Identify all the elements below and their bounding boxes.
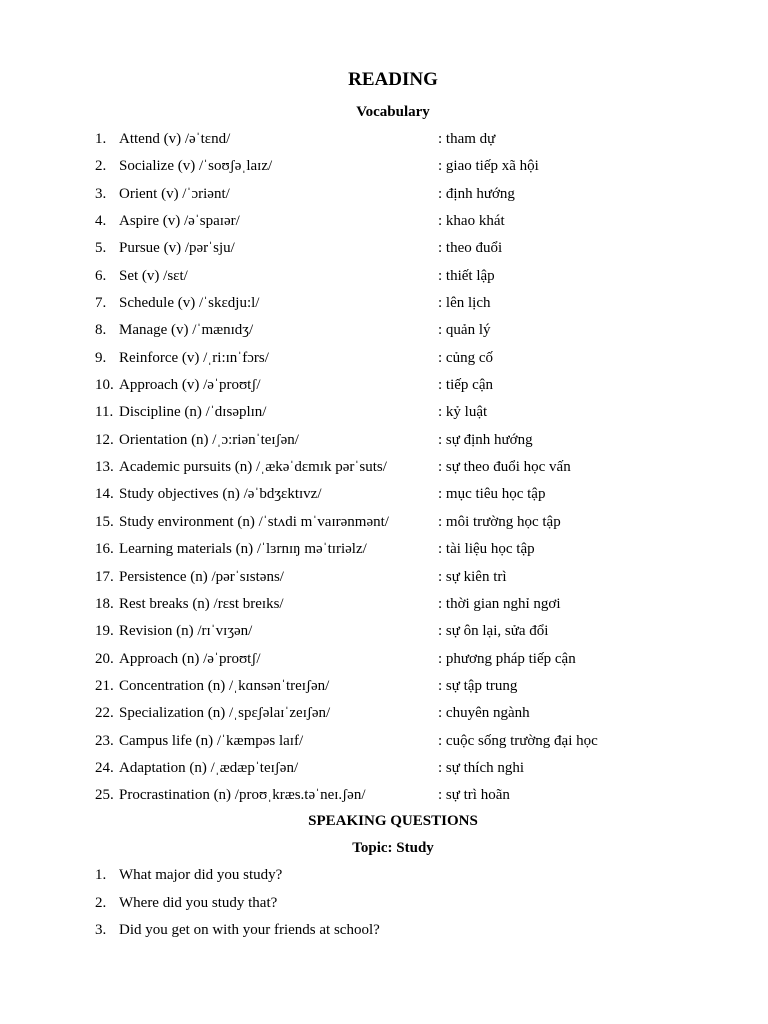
vocab-term: Study objectives (n) /əˈbdʒɛktɪvz/ bbox=[119, 486, 322, 503]
vocab-row bbox=[0, 566, 768, 593]
vocab-row bbox=[0, 183, 768, 210]
vocab-meaning: : sự trì hoãn bbox=[438, 787, 510, 804]
vocab-row bbox=[0, 210, 768, 237]
vocab-row bbox=[0, 401, 768, 428]
question-row bbox=[0, 864, 768, 892]
vocab-meaning: : sự tập trung bbox=[438, 677, 518, 694]
vocab-meaning: : chuyên ngành bbox=[438, 705, 530, 722]
vocab-row bbox=[0, 265, 768, 292]
vocab-meaning: : quản lý bbox=[438, 322, 491, 339]
vocab-term: Attend (v) /əˈtɛnd/ bbox=[119, 131, 231, 147]
vocab-row bbox=[0, 456, 768, 483]
vocab-term: Rest breaks (n) /rɛst breɪks/ bbox=[119, 595, 284, 612]
vocab-row bbox=[0, 292, 768, 319]
vocab-term: Academic pursuits (n) /ˌækəˈdɛmɪk pərˈsuts/ bbox=[119, 459, 387, 476]
vocab-term: Approach (n) /əˈproʊtʃ/ bbox=[119, 650, 261, 667]
vocab-meaning: : tiếp cận bbox=[438, 377, 493, 394]
vocab-number: 16. bbox=[95, 541, 114, 558]
vocab-term: Aspire (v) /əˈspaɪər/ bbox=[119, 213, 240, 230]
question-row bbox=[0, 919, 768, 947]
vocab-number: 5. bbox=[95, 240, 107, 257]
question-text: What major did you study? bbox=[119, 867, 283, 883]
vocab-row bbox=[0, 483, 768, 510]
vocab-meaning: : sự ôn lại, sửa đổi bbox=[438, 623, 549, 640]
vocab-term: Discipline (n) /ˈdɪsəplɪn/ bbox=[119, 404, 267, 421]
vocab-number: 21. bbox=[95, 677, 114, 694]
vocab-row bbox=[0, 237, 768, 264]
vocab-meaning: : sự kiên trì bbox=[438, 568, 507, 585]
vocab-term: Persistence (n) /pərˈsɪstəns/ bbox=[119, 568, 284, 585]
vocab-row bbox=[0, 319, 768, 346]
vocab-term: Socialize (v) /ˈsoʊʃəˌlaɪz/ bbox=[119, 158, 273, 175]
question-row bbox=[0, 892, 768, 920]
vocab-row bbox=[0, 538, 768, 565]
vocab-term: Set (v) /sɛt/ bbox=[119, 267, 188, 284]
vocab-row bbox=[0, 511, 768, 538]
vocab-number: 12. bbox=[95, 431, 114, 448]
question-text: Did you get on with your friends at school? bbox=[119, 922, 380, 938]
vocab-number: 23. bbox=[95, 732, 114, 749]
vocab-number: 25. bbox=[95, 787, 114, 804]
vocab-row bbox=[0, 784, 768, 811]
vocab-term: Learning materials (n) /ˈlɜrnɪŋ məˈtɪriəlz/ bbox=[119, 541, 367, 558]
vocab-row bbox=[0, 429, 768, 456]
vocab-number: 19. bbox=[95, 623, 114, 640]
vocab-number: 17. bbox=[95, 568, 114, 585]
vocab-term: Procrastination (n) /proʊˌkræs.təˈneɪ.ʃən/ bbox=[119, 787, 366, 804]
vocab-meaning: : cuộc sống trường đại học bbox=[438, 732, 598, 749]
vocab-number: 15. bbox=[95, 513, 114, 530]
vocab-term: Concentration (n) /ˌkɑnsənˈtreɪʃən/ bbox=[119, 677, 330, 694]
vocab-term: Pursue (v) /pərˈsju/ bbox=[119, 240, 235, 257]
section-subtitle: Vocabulary bbox=[356, 104, 430, 120]
question-number: 1. bbox=[95, 867, 107, 883]
vocab-meaning: : giao tiếp xã hội bbox=[438, 158, 539, 175]
vocab-term: Schedule (v) /ˈskɛdju:l/ bbox=[119, 295, 260, 312]
topic-title: Topic: Study bbox=[352, 840, 434, 856]
vocab-number: 2. bbox=[95, 158, 107, 175]
vocab-row bbox=[0, 702, 768, 729]
vocab-term: Orient (v) /ˈɔriənt/ bbox=[119, 185, 230, 202]
vocab-row bbox=[0, 675, 768, 702]
vocab-row bbox=[0, 648, 768, 675]
vocab-number: 24. bbox=[95, 759, 114, 776]
vocab-meaning: : lên lịch bbox=[438, 295, 491, 312]
vocab-term: Revision (n) /rɪˈvɪʒən/ bbox=[119, 623, 253, 640]
vocab-meaning: : sự thích nghi bbox=[438, 759, 525, 776]
vocab-number: 7. bbox=[95, 295, 107, 312]
vocab-row bbox=[0, 128, 768, 155]
vocab-number: 13. bbox=[95, 459, 114, 476]
vocab-meaning: : mục tiêu học tập bbox=[438, 486, 546, 503]
vocab-term: Approach (v) /əˈproʊtʃ/ bbox=[119, 377, 261, 394]
vocab-meaning: : phương pháp tiếp cận bbox=[438, 650, 576, 667]
vocab-term: Campus life (n) /ˈkæmpəs laɪf/ bbox=[119, 732, 304, 749]
speaking-title: SPEAKING QUESTIONS bbox=[308, 813, 478, 829]
vocab-term: Reinforce (v) /ˌri:ɪnˈfɔrs/ bbox=[119, 349, 269, 366]
vocab-term: Orientation (n) /ˌɔ:riənˈteɪʃən/ bbox=[119, 431, 299, 448]
vocab-meaning: : khao khát bbox=[438, 213, 505, 230]
vocab-meaning: : kỷ luật bbox=[438, 404, 488, 421]
question-number: 3. bbox=[95, 922, 107, 938]
vocab-term: Specialization (n) /ˌspɛʃəlaɪˈzeɪʃən/ bbox=[119, 705, 331, 722]
vocab-number: 11. bbox=[95, 404, 114, 421]
question-list bbox=[0, 864, 768, 947]
page-title: READING bbox=[348, 69, 438, 90]
vocab-number: 4. bbox=[95, 213, 107, 230]
vocab-row bbox=[0, 593, 768, 620]
question-text: Where did you study that? bbox=[119, 894, 278, 911]
vocab-meaning: : tài liệu học tập bbox=[438, 541, 535, 558]
vocab-number: 14. bbox=[95, 486, 114, 503]
vocab-row bbox=[0, 620, 768, 647]
question-number: 2. bbox=[95, 894, 107, 911]
vocab-meaning: : thiết lập bbox=[438, 267, 495, 284]
vocab-meaning: : môi trường học tập bbox=[438, 513, 561, 530]
vocabulary-list bbox=[0, 128, 768, 812]
vocab-row bbox=[0, 757, 768, 784]
vocab-meaning: : thời gian nghỉ ngơi bbox=[438, 595, 561, 612]
vocab-number: 3. bbox=[95, 185, 107, 202]
vocab-number: 10. bbox=[95, 377, 114, 394]
vocab-meaning: : củng cố bbox=[438, 349, 493, 366]
vocab-number: 18. bbox=[95, 595, 114, 612]
vocab-row bbox=[0, 374, 768, 401]
vocab-number: 20. bbox=[95, 650, 114, 667]
vocab-row bbox=[0, 730, 768, 757]
vocab-meaning: : sự theo đuổi học vấn bbox=[438, 459, 571, 476]
vocab-number: 22. bbox=[95, 705, 114, 722]
vocab-term: Study environment (n) /ˈstʌdi mˈvaɪrənmənt/ bbox=[119, 513, 389, 530]
vocab-number: 6. bbox=[95, 267, 107, 284]
vocab-meaning: : sự định hướng bbox=[438, 431, 533, 448]
vocab-meaning: : định hướng bbox=[438, 185, 515, 202]
vocab-meaning: : theo đuổi bbox=[438, 240, 503, 257]
vocab-term: Adaptation (n) /ˌædæpˈteɪʃən/ bbox=[119, 759, 299, 776]
vocab-number: 9. bbox=[95, 349, 107, 366]
vocab-meaning: : tham dự bbox=[438, 131, 496, 147]
vocab-number: 8. bbox=[95, 322, 107, 339]
vocab-term: Manage (v) /ˈmænɪdʒ/ bbox=[119, 322, 254, 339]
vocab-number: 1. bbox=[95, 131, 107, 147]
vocab-row bbox=[0, 347, 768, 374]
vocab-row bbox=[0, 155, 768, 182]
